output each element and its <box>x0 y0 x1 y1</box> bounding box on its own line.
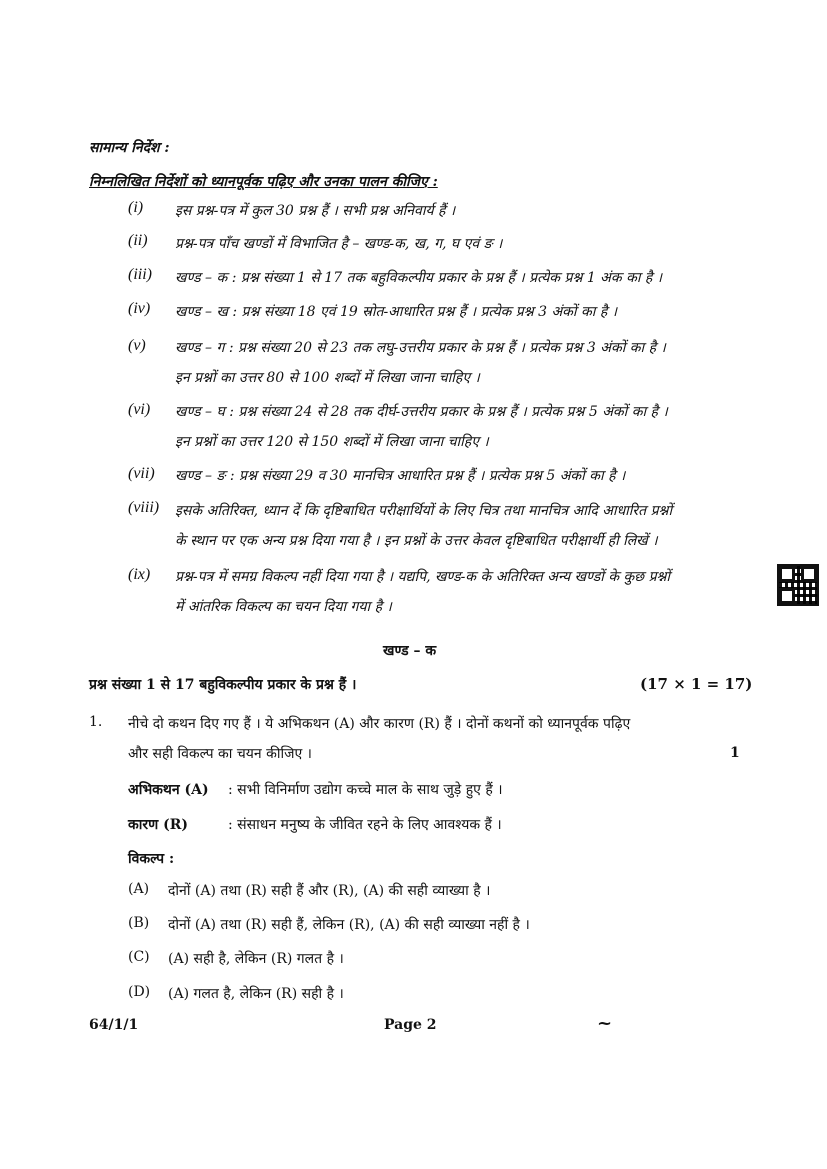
instruction-number: (i) <box>128 199 144 216</box>
instruction-text: इसके अतिरिक्त, ध्यान दें कि दृष्टिबाधित परीक्षार्थियों के लिए चित्र तथा मानचित्र आदि आधारित प्रश्नों <box>175 503 673 519</box>
instruction-continuation: इन प्रश्नों का उत्तर 120 से 150 शब्दों में लिखा जाना चाहिए । <box>175 434 489 450</box>
instruction-continuation: के स्थान पर एक अन्य प्रश्न दिया गया है । इन प्रश्नों के उत्तर केवल दृष्टिबाधित परीक्षार्थी ही लिखें । <box>175 533 658 549</box>
instruction-text: इस प्रश्न-पत्र में कुल 30 प्रश्न हैं । सभी प्रश्न अनिवार्य हैं । <box>175 203 456 219</box>
general-instructions-title: सामान्य निर्देश : <box>89 140 170 156</box>
option-text: (A) गलत है, लेकिन (R) सही है । <box>168 986 344 1002</box>
instruction-continuation: इन प्रश्नों का उत्तर 80 से 100 शब्दों में लिखा जाना चाहिए । <box>175 370 480 386</box>
options-label: विकल्प : <box>128 851 175 867</box>
question-text-cont: और सही विकल्प का चयन कीजिए । <box>128 746 312 762</box>
instruction-text: खण्ड – ङ : प्रश्न संख्या 29 व 30 मानचित्र आधारित प्रश्न हैं । प्रत्येक प्रश्न 5 अंकों का है । <box>175 468 626 484</box>
section-marks: (17 × 1 = 17) <box>640 675 753 693</box>
instruction-number: (ix) <box>128 566 151 583</box>
question-text: नीचे दो कथन दिए गए हैं । ये अभिकथन (A) और कारण (R) हैं । दोनों कथनों को ध्यानपूर्वक पढ़िए <box>128 716 631 732</box>
instruction-number: (vii) <box>128 465 155 482</box>
assertion-text: : सभी विनिर्माण उद्योग कच्चे माल के साथ जुड़े हुए हैं । <box>228 782 503 798</box>
option-key: (B) <box>128 915 150 931</box>
qr-code-icon <box>777 564 819 606</box>
instruction-text: खण्ड – ख : प्रश्न संख्या 18 एवं 19 स्रोत-आधारित प्रश्न हैं । प्रत्येक प्रश्न 3 अंकों का है । <box>175 304 618 320</box>
reason-text: : संसाधन मनुष्य के जीवित रहने के लिए आवश्यक हैं । <box>228 817 502 833</box>
option-text: दोनों (A) तथा (R) सही हैं और (R), (A) की सही व्याख्या है । <box>168 883 491 899</box>
instruction-text: प्रश्न-पत्र पाँच खण्डों में विभाजित है – खण्ड-क, ख, ग, घ एवं ङ । <box>175 236 503 252</box>
instruction-number: (vi) <box>128 401 151 418</box>
instruction-number: (iii) <box>128 266 152 283</box>
option-text: (A) सही है, लेकिन (R) गलत है । <box>168 951 344 967</box>
option-key: (A) <box>128 881 150 897</box>
paper-code: 64/1/1 <box>89 1017 139 1033</box>
section-title: खण्ड – क <box>383 643 437 659</box>
instruction-continuation: में आंतरिक विकल्प का चयन दिया गया है । <box>175 599 392 615</box>
instruction-text: खण्ड – घ : प्रश्न संख्या 24 से 28 तक दीर्घ-उत्तरीय प्रकार के प्रश्न हैं । प्रत्येक प्रश्न 5 अंकों का है । <box>175 404 668 420</box>
general-instructions-intro: निम्नलिखित निर्देशों को ध्यानपूर्वक पढ़िए और उनका पालन कीजिए : <box>89 174 438 190</box>
instruction-number: (viii) <box>128 499 160 516</box>
instruction-text: प्रश्न-पत्र में समग्र विकल्प नहीं दिया गया है । यद्यपि, खण्ड-क के अतिरिक्त अन्य खण्डों के कुछ प्रश्नों <box>175 569 671 585</box>
option-key: (C) <box>128 949 150 965</box>
question-marks: 1 <box>730 745 740 761</box>
reason-label: कारण (R) <box>128 817 188 833</box>
instruction-number: (iv) <box>128 300 151 317</box>
assertion-label: अभिकथन (A) <box>128 782 209 798</box>
section-subtitle: प्रश्न संख्या 1 से 17 बहुविकल्पीय प्रकार के प्रश्न हैं । <box>89 677 357 693</box>
footer-mark: ~ <box>597 1013 613 1034</box>
question-number: 1. <box>89 714 103 730</box>
instruction-text: खण्ड – क : प्रश्न संख्या 1 से 17 तक बहुविकल्पीय प्रकार के प्रश्न हैं । प्रत्येक प्रश्न 1 अंक का है । <box>175 270 663 286</box>
option-key: (D) <box>128 984 151 1000</box>
instruction-number: (ii) <box>128 232 148 249</box>
page-number: Page 2 <box>384 1017 437 1033</box>
instruction-number: (v) <box>128 337 146 354</box>
instruction-text: खण्ड – ग : प्रश्न संख्या 20 से 23 तक लघु-उत्तरीय प्रकार के प्रश्न हैं । प्रत्येक प्रश्न 3 अंकों का है । <box>175 340 666 356</box>
option-text: दोनों (A) तथा (R) सही हैं, लेकिन (R), (A) की सही व्याख्या नहीं है । <box>168 917 530 933</box>
